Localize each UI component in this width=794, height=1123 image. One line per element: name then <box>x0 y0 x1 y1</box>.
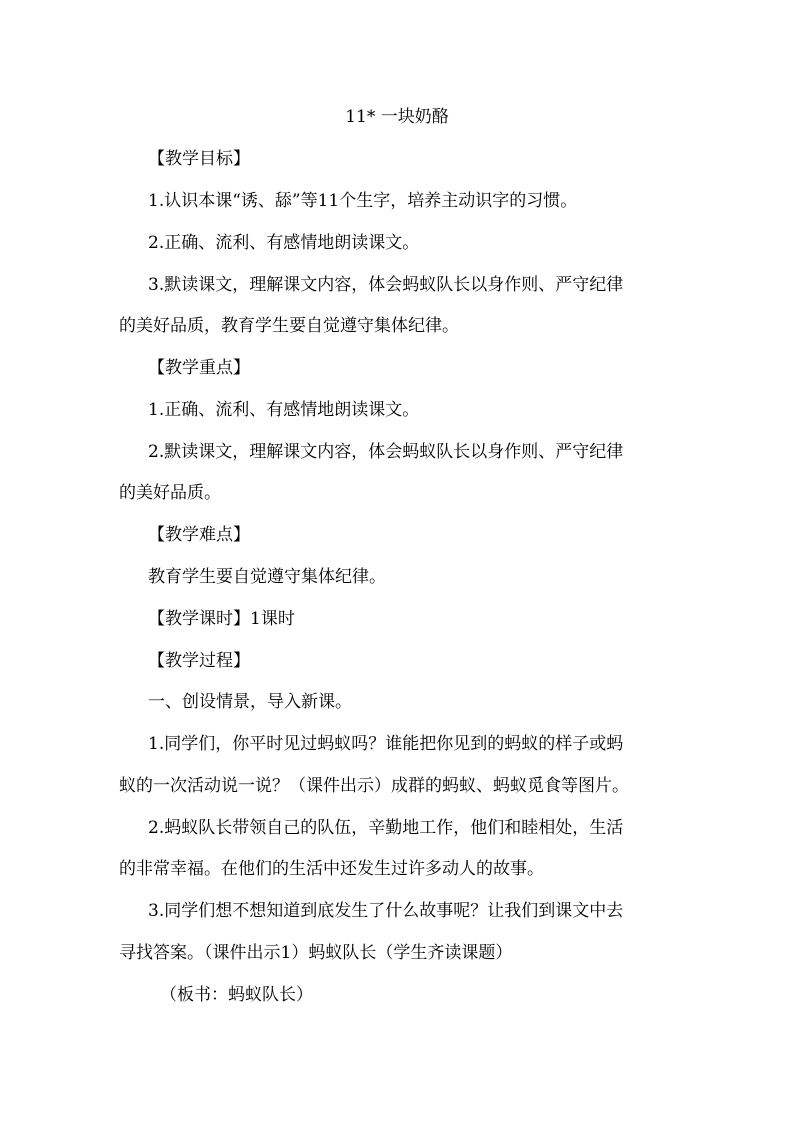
paragraph-line: 的美好品质。 <box>119 483 221 503</box>
document-title: 11* 一块奶酪 <box>345 107 449 127</box>
paragraph-line: 寻找答案。（课件出示1）蚂蚁队长（学生齐读课题） <box>119 943 513 963</box>
paragraph-line: （板书：蚂蚁队长） <box>160 985 313 1005</box>
paragraph-line: 1.同学们，你平时见过蚂蚁吗？谁能把你见到的蚂蚁的样子或蚂 <box>148 734 624 754</box>
paragraph-line: 的非常幸福。在他们的生活中还发生过许多动人的故事。 <box>119 859 544 879</box>
section-heading-hours: 【教学课时】1课时 <box>148 609 295 629</box>
paragraph-line: 1.认识本课“诱、舔”等11个生字，培养主动识字的习惯。 <box>148 191 578 211</box>
paragraph-line: 教育学生要自觉遵守集体纪律。 <box>148 567 386 587</box>
paragraph-line: 1.正确、流利、有感情地朗读课文。 <box>148 400 420 420</box>
paragraph-line: 2.默读课文，理解课文内容，体会蚂蚁队长以身作则、严守纪律 <box>148 442 624 462</box>
paragraph-line: 3.默读课文，理解课文内容，体会蚂蚁队长以身作则、严守纪律 <box>148 275 624 295</box>
paragraph-line: 2.蚂蚁队长带领自己的队伍，辛勤地工作，他们和睦相处，生活 <box>148 818 624 838</box>
section-heading-process: 【教学过程】 <box>148 651 250 671</box>
paragraph-line: 蚁的一次活动说一说？（课件出示）成群的蚂蚁、蚂蚁觅食等图片。 <box>119 776 629 796</box>
paragraph-line: 的美好品质，教育学生要自觉遵守集体纪律。 <box>119 316 459 336</box>
section-heading-key-points: 【教学重点】 <box>148 358 250 378</box>
paragraph-line: 一、创设情景，导入新课。 <box>148 692 352 712</box>
paragraph-line: 2.正确、流利、有感情地朗读课文。 <box>148 233 420 253</box>
paragraph-line: 3.同学们想不想知道到底发生了什么故事呢？让我们到课文中去 <box>148 901 624 921</box>
section-heading-difficulties: 【教学难点】 <box>148 525 250 545</box>
section-heading-objectives: 【教学目标】 <box>148 149 250 169</box>
